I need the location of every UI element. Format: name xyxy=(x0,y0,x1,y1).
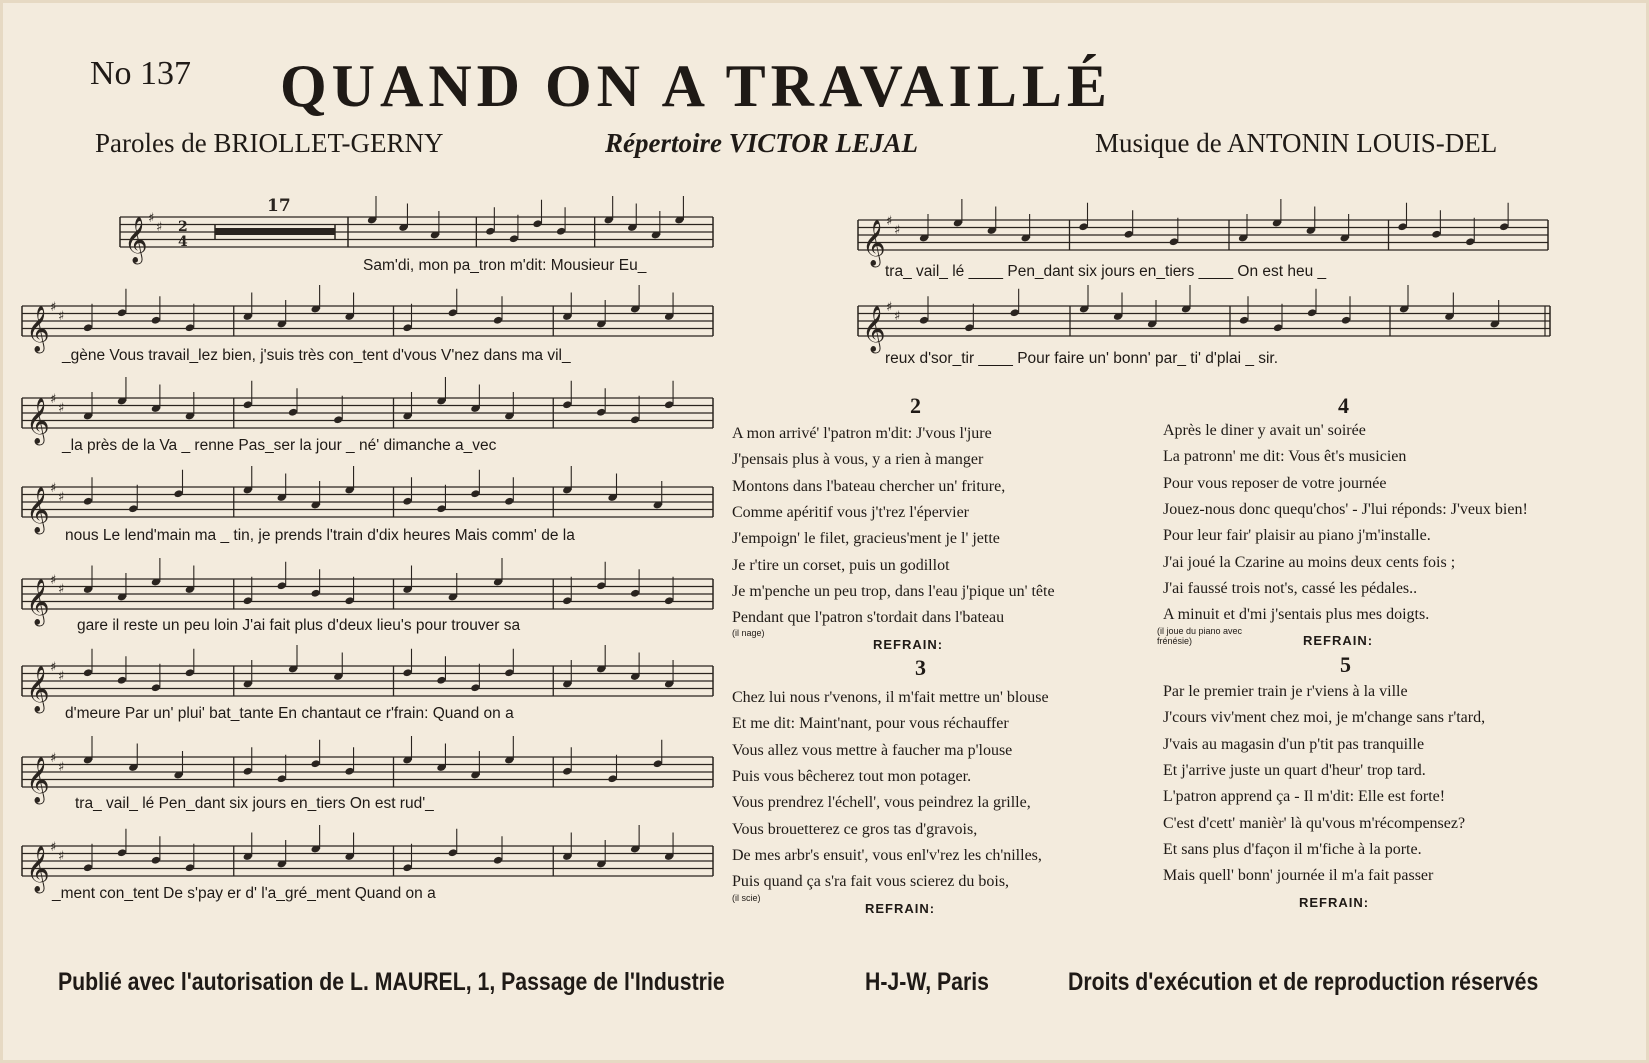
treble-clef: 𝄞 xyxy=(26,487,50,533)
sharp-sign: ♯ xyxy=(58,490,65,505)
sharp-sign: ♯ xyxy=(58,582,65,597)
sharp-sign: ♯ xyxy=(58,309,65,324)
refrain-marker: REFRAIN: xyxy=(1303,633,1374,648)
verse-line: Après le diner y avait un' soirée xyxy=(1163,422,1366,439)
lyricist-credit: Paroles de BRIOLLET-GERNY xyxy=(95,128,444,158)
score-lyric-line: nous Le lend'main ma _ tin, je prends l'train d'dix heures Mais comm' de la xyxy=(65,527,575,544)
verse-line: Pour leur fair' plaisir au piano j'm'installe. xyxy=(1163,527,1431,545)
verse-line: J'cours viv'ment chez moi, je m'change sans r'tard, xyxy=(1163,709,1486,727)
verse-line: A mon arrivé' l'patron m'dit: J'vous l'jure xyxy=(732,425,992,442)
repertoire-credit: Répertoire VICTOR LEJAL xyxy=(605,128,919,158)
publisher-notice: Publié avec l'autorisation de L. MAUREL, 1, Passage de l'Industrie xyxy=(58,968,725,996)
verse-line: A minuit et d'mi j'sentais plus mes doigts. xyxy=(1163,606,1430,624)
stage-direction: (il joue du piano avec frénésie) xyxy=(1157,626,1243,646)
sharp-sign: ♯ xyxy=(156,220,163,235)
rights-notice: Droits d'exécution et de reproduction réservés xyxy=(1068,968,1539,996)
treble-clef: 𝄞 xyxy=(26,846,50,892)
sharp-sign: ♯ xyxy=(50,751,57,766)
sharp-sign: ♯ xyxy=(58,401,65,416)
verse-line: J'empoign' le filet, gracieus'ment je l' jette xyxy=(732,530,1000,548)
treble-clef: 𝄞 xyxy=(26,306,50,352)
verse-line: Et me dit: Maint'nant, pour vous réchauffer xyxy=(732,715,1009,733)
sharp-sign: ♯ xyxy=(886,214,893,229)
sharp-sign: ♯ xyxy=(50,300,57,315)
verse-line: J'vais au magasin d'un p'tit pas tranquille xyxy=(1163,735,1425,753)
treble-clef: 𝄞 xyxy=(124,217,148,263)
song-number: No 137 xyxy=(90,55,192,92)
score-lyric-line: Sam'di, mon pa_tron m'dit: Mousieur Eu_ xyxy=(363,257,647,274)
verse-line: Puis vous bêcherez tout mon potager. xyxy=(732,767,972,785)
verse-line: Par le premier train je r'viens à la ville xyxy=(1163,683,1408,700)
verse-number: 3 xyxy=(915,655,926,680)
verse-number: 5 xyxy=(1340,652,1351,677)
score-lyric-line: reux d'sor_tir ____ Pour faire un' bonn' par_ ti' d'plai _ sir. xyxy=(885,350,1279,367)
verse-line: Vous prendrez l'échell', vous peindrez la grille, xyxy=(732,794,1031,812)
verse-line: Montons dans l'bateau chercher un' friture, xyxy=(732,477,1006,495)
verse-line: Mais quell' bonn' journée il m'a fait passer xyxy=(1163,867,1434,885)
verse-line: L'patron apprend ça - Il m'dit: Elle est forte! xyxy=(1163,788,1446,806)
sharp-sign: ♯ xyxy=(50,660,57,675)
verse-line: Vous allez vous mettre à faucher ma p'louse xyxy=(732,741,1013,759)
verse-number: 2 xyxy=(910,393,921,418)
verse-line: La patronn' me dit: Vous êt's musicien xyxy=(1163,448,1407,466)
score-lyric-line: tra_ vail_ lé ____ Pen_dant six jours en_tiers ____ On est heu _ xyxy=(885,263,1327,280)
multi-rest xyxy=(215,228,335,235)
treble-clef: 𝄞 xyxy=(26,757,50,803)
time-signature: 2 xyxy=(178,219,188,235)
printer-name: H-J-W, Paris xyxy=(865,968,989,996)
verse-line: Comme apéritif vous j't'rez l'épervier xyxy=(732,503,970,521)
verse-line: De mes arbr's ensuit', vous enl'v'rez les ch'nilles, xyxy=(732,846,1042,864)
verse-line: Jouez-nous donc quequ'chos' - J'lui réponds: J'veux bien! xyxy=(1163,500,1528,518)
verse-line: J'pensais plus à vous, y a rien à manger xyxy=(732,451,984,469)
verse-line: Et sans plus d'façon il m'fiche à la porte. xyxy=(1163,840,1422,858)
verse-line: Pendant que l'patron s'tordait dans l'bateau xyxy=(732,609,1005,627)
score-lyric-line: gare il reste un peu loin J'ai fait plus d'deux lieu's pour trouver sa xyxy=(77,617,521,634)
sharp-sign: ♯ xyxy=(148,211,155,226)
treble-clef: 𝄞 xyxy=(26,398,50,444)
refrain-marker: REFRAIN: xyxy=(873,637,944,652)
composer-credit: Musique de ANTONIN LOUIS-DEL xyxy=(1095,128,1498,158)
verse-line: Chez lui nous r'venons, il m'fait mettre un' blouse xyxy=(732,689,1049,706)
refrain-marker: REFRAIN: xyxy=(865,901,936,916)
verse-line: Puis quand ça s'ra fait vous scierez du bois, xyxy=(732,873,1010,891)
score-lyric-line: _gène Vous travail_lez bien, j'suis très con_tent d'vous V'nez dans ma vil_ xyxy=(62,347,571,364)
sharp-sign: ♯ xyxy=(58,669,65,684)
verse-line: J'ai joué la Czarine au moins deux cents fois ; xyxy=(1163,553,1456,571)
verse-line: C'est d'cett' manièr' là qu'vous m'récompensez? xyxy=(1163,814,1466,832)
stage-direction: (il scie) xyxy=(732,893,761,903)
score-lyric-line: _la près de la Va _ renne Pas_ser la jour _ né' dimanche a_vec xyxy=(62,437,497,454)
refrain-marker: REFRAIN: xyxy=(1299,895,1370,910)
treble-clef: 𝄞 xyxy=(26,579,50,625)
verse-line: Je m'penche un peu trop, dans l'eau j'pique un' tête xyxy=(732,582,1055,600)
treble-clef: 𝄞 xyxy=(862,306,886,352)
song-title: QUAND ON A TRAVAILLÉ xyxy=(280,53,1112,119)
treble-clef: 𝄞 xyxy=(26,666,50,712)
treble-clef: 𝄞 xyxy=(862,220,886,266)
verse-line: Et j'arrive juste un quart d'heur' trop tard. xyxy=(1163,761,1426,779)
sharp-sign: ♯ xyxy=(50,392,57,407)
sharp-sign: ♯ xyxy=(894,309,901,324)
verse-line: Je r'tire un corset, puis un godillot xyxy=(732,556,950,574)
sharp-sign: ♯ xyxy=(58,760,65,775)
score-lyric-line: _ment con_tent De s'pay er d' l'a_gré_ment Quand on a xyxy=(52,885,436,902)
sharp-sign: ♯ xyxy=(886,300,893,315)
sharp-sign: ♯ xyxy=(50,840,57,855)
time-signature: 4 xyxy=(178,234,188,250)
verse-line: Pour vous reposer de votre journée xyxy=(1163,474,1387,492)
sharp-sign: ♯ xyxy=(894,223,901,238)
sharp-sign: ♯ xyxy=(50,481,57,496)
sharp-sign: ♯ xyxy=(50,573,57,588)
score-lyric-line: d'meure Par un' plui' bat_tante En chantaut ce r'frain: Quand on a xyxy=(65,705,514,722)
verse-line: Vous brouetterez ce gros tas d'gravois, xyxy=(732,820,978,838)
measure-number: 17 xyxy=(267,196,291,216)
score-lyric-line: tra_ vail_ lé Pen_dant six jours en_tiers On est rud'_ xyxy=(75,795,434,812)
verse-line: J'ai faussé trois not's, cassé les pédales.. xyxy=(1163,579,1418,597)
verse-number: 4 xyxy=(1338,393,1349,418)
stage-direction: (il nage) xyxy=(732,628,765,638)
sharp-sign: ♯ xyxy=(58,849,65,864)
